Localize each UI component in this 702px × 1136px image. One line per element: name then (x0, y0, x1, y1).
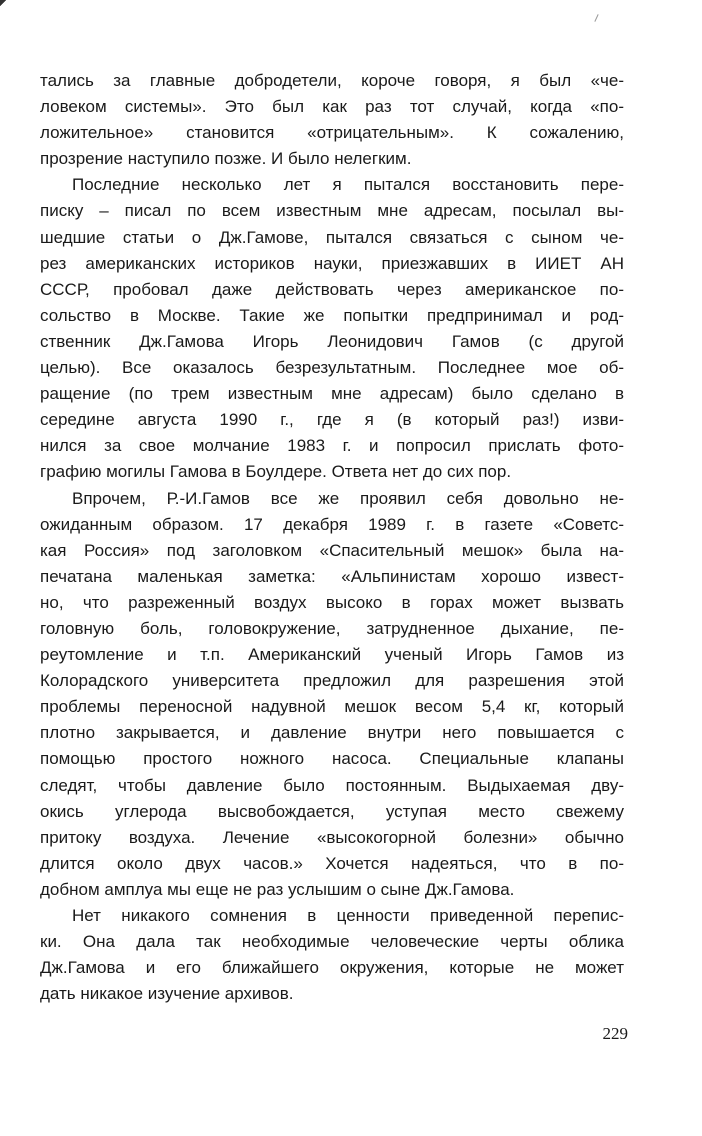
text-line: добном амплуа мы еще не раз услышим о сыне Дж.Гамова. (40, 879, 515, 899)
text-line: ожиданным образом. 17 декабря 1989 г. в газете «Советс- (40, 514, 624, 534)
text-line: прозрение наступило позже. И было нелегким. (40, 149, 412, 169)
text-line: печатана маленькая заметка: «Альпинистам хорошо извест- (40, 566, 624, 586)
text-line: ложительное» становится «отрицательным». К сожалению, (40, 123, 624, 143)
scan-speck (594, 14, 598, 22)
paragraph-1 (40, 68, 624, 172)
text-line: шедшие статьи о Дж.Гамове, пытался связаться с сыном че- (40, 227, 624, 247)
text-line: тались за главные добродетели, короче говоря, я был «че- (40, 71, 624, 90)
scan-corner-mark (0, 0, 10, 6)
text-line: притоку воздуха. Лечение «высокогорной болезни» обычно (40, 827, 624, 847)
paragraph-3 (40, 486, 624, 904)
text-line: писку – писал по всем известным мне адресам, посылал вы- (40, 201, 624, 221)
text-line: следят, чтобы давление было постоянным. Выдыхаемая дву- (40, 775, 624, 795)
text-line: окись углерода высвобождается, уступая место свежему (40, 801, 624, 821)
text-line: но, что разреженный воздух высоко в горах может вызвать (40, 592, 624, 612)
text-line: ловеком системы». Это был как раз тот случай, когда «по- (40, 97, 624, 117)
text-line: Нет никакого сомнения в ценности приведенной перепис- (72, 906, 624, 925)
text-line: головную боль, головокружение, затрудненное дыхание, пе- (40, 618, 624, 638)
text-line: СССР, пробовал даже действовать через американское по- (40, 279, 624, 299)
page-number: 229 (602, 1024, 628, 1043)
text-line: Колорадского университета предложил для разрешения этой (40, 671, 624, 691)
text-line: проблемы переносной надувной мешок весом 5,4 кг, который (40, 697, 624, 717)
text-line: сольство в Москве. Такие же попытки предпринимал и род- (40, 305, 624, 325)
text-line: графию могилы Гамова в Боулдере. Ответа нет до сих пор. (40, 462, 512, 482)
text-line: нился за свое молчание 1983 г. и попросил прислать фото- (40, 436, 624, 456)
body-text (40, 68, 624, 1007)
text-line: целью). Все оказалось безрезультатным. Последнее мое об- (40, 358, 624, 378)
text-line: реутомление и т.п. Американский ученый Игорь Гамов из (40, 645, 624, 665)
text-line: ственник Дж.Гамова Игорь Леонидович Гамов (с другой (40, 331, 624, 351)
text-line: дать никакое изучение архивов. (40, 984, 294, 1004)
paragraph-4 (40, 903, 624, 1007)
text-line: ращение (по трем известным мне адресам) было сделано в (40, 384, 624, 404)
text-line: середине августа 1990 г., где я (в который раз!) изви- (40, 410, 624, 430)
text-line: ки. Она дала так необходимые человеческие черты облика (40, 932, 624, 952)
text-line: помощью простого ножного насоса. Специальные клапаны (40, 749, 624, 769)
text-line: Впрочем, Р.-И.Гамов все же проявил себя довольно не- (72, 488, 624, 508)
text-line: длится около двух часов.» Хочется надеяться, что в по- (40, 853, 624, 873)
paragraph-2 (40, 172, 624, 485)
text-line: Последние несколько лет я пытался восстановить пере- (72, 175, 624, 195)
text-line: кая Россия» под заголовком «Спасительный мешок» была на- (40, 540, 624, 560)
text-line: рез американских историков науки, приезжавших в ИИЕТ АН (40, 253, 624, 273)
text-line: Дж.Гамова и его ближайшего окружения, которые не может (40, 958, 624, 978)
text-line: плотно закрывается, и давление внутри него повышается с (40, 723, 624, 743)
